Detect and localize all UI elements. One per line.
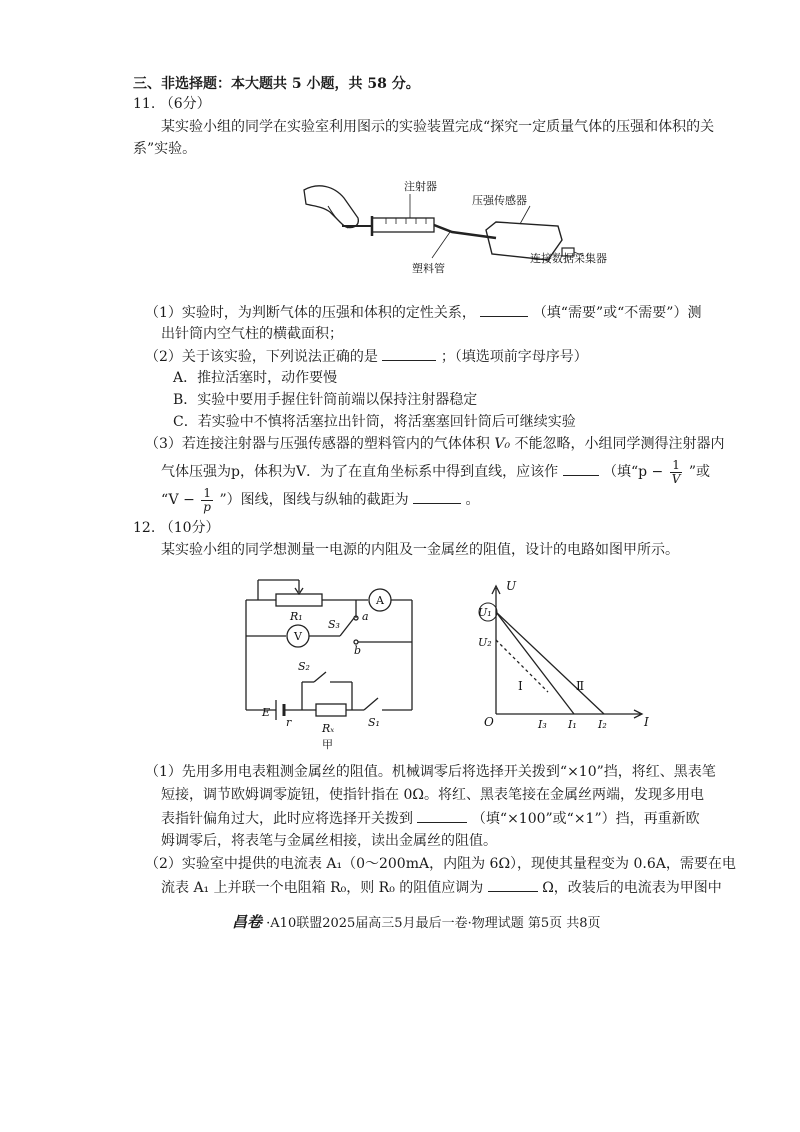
circuit-caption: 甲	[322, 738, 333, 750]
q11-number: 11.	[133, 96, 156, 112]
tube-label: 塑料管	[412, 262, 445, 275]
sensor-label: 压强传感器	[472, 194, 527, 207]
q12-part1-blank	[417, 808, 467, 823]
q11-part3-option-v: “V −	[161, 492, 195, 508]
q12-part1-line4: 姆调零后，将表笔与金属丝相接，读出金属丝的阻值。	[161, 833, 497, 849]
q11-option-a: A．推拉活塞时，动作要慢	[173, 370, 338, 386]
q11-part3-option-p: （填“p −	[602, 464, 664, 480]
q11-part3-v0: V₀	[494, 436, 511, 452]
q11-option-b: B．实验中要用手握住针筒前端以保持注射器稳定	[173, 392, 478, 408]
q11-part3	[145, 434, 725, 454]
label-s1: S₁	[368, 716, 380, 729]
label-a: a	[362, 610, 369, 623]
q11-part1-text: （1）实验时，为判断气体的压强和体积的定性关系，	[145, 305, 476, 321]
fraction-1-over-p	[201, 487, 213, 514]
graph-label-origin: O	[484, 715, 494, 729]
q12-part1-hint: （填“×100”或“×1”）挡，再重新欧	[471, 811, 700, 827]
q12-part2-line1: （2）实验室中提供的电流表 A₁（0～200mA，内阻为 6Ω），现使其量程变为 0.6A，需要在电	[145, 856, 736, 872]
q12-part2-blank	[488, 877, 538, 892]
footer-text: ·A10联盟2025届高三5月最后一卷·物理试题 第5页 共8页	[266, 916, 601, 931]
q11-option-c: C．若实验中不慎将活塞拉出针筒，将活塞塞回针筒后可继续实验	[173, 414, 576, 430]
graph-label-i1: I₁	[568, 718, 577, 730]
hand-finger-line	[328, 206, 348, 228]
fraction-numerator: 1	[203, 485, 211, 500]
q11-part3-end: 。	[465, 492, 480, 508]
q11-part3-ask: 气体压强为p，体积为V．为了在直角坐标系中得到直线，应该作	[161, 464, 559, 480]
q12-header	[133, 518, 220, 538]
syringe-label: 注射器	[404, 180, 437, 193]
q11-part2-blank	[382, 346, 436, 361]
section-heading: 三、非选择题：本大题共 5 小题，共 58 分。	[133, 76, 420, 92]
q11-part2-hint: ；（填选项前字母序号）	[440, 349, 588, 365]
q12-number: 12.	[133, 520, 156, 536]
q11-part1-blank	[480, 302, 528, 317]
resistor-r1	[276, 594, 322, 606]
label-b: b	[354, 644, 362, 657]
label-rx: Rₓ	[322, 722, 335, 735]
q11-intro-1: 某实验小组的同学在实验室利用图示的实验装置完成“探究一定质量气体的压强和体积的关	[161, 119, 715, 135]
q11-part3-line3	[161, 486, 480, 514]
q12-part2-ask: 流表 A₁ 上并联一个电阻箱 R₀，则 R₀ 的阻值应调为	[161, 880, 484, 896]
q11-intro-2: 系”实验。	[133, 141, 197, 157]
label-r: r	[286, 716, 292, 729]
q11-header	[133, 94, 211, 114]
q11-score: （6分）	[159, 96, 211, 112]
label-e: E	[262, 706, 271, 719]
syringe-barrel	[372, 218, 434, 232]
q12-part1-line3	[161, 808, 700, 829]
switch-s1-blade	[364, 698, 378, 710]
q12-part1-line2: 短接，调节欧姆调零旋钮，使指针指在 0Ω。将红、黑表笔接在金属丝两端，发现多用电	[161, 787, 704, 803]
fraction-numerator: 1	[672, 457, 680, 472]
q11-part2-text: （2）关于该实验，下列说法正确的是	[145, 349, 378, 365]
graph-line-1	[496, 612, 574, 714]
graph-label-u1: U₁	[478, 606, 492, 619]
q12-part2-line2	[161, 877, 722, 898]
graph-label-line-ii: Ⅱ	[576, 679, 585, 693]
q11-part1	[145, 302, 701, 323]
q11-part1-cont: 出针筒内空气柱的横截面积；	[161, 326, 343, 342]
syringe-apparatus-figure	[300, 176, 620, 284]
q12-intro: 某实验小组的同学想测量一电源的内阻及一金属丝的阻值，设计的电路如图甲所示。	[161, 542, 679, 558]
q11-part3-intercept: ”）图线，图线与纵轴的截距为	[219, 492, 409, 508]
label-s2: S₂	[298, 660, 310, 673]
graph-label-i3: I₃	[538, 718, 547, 730]
q12-part1-ask: 表指针偏角过大，此时应将选择开关拨到	[161, 811, 413, 827]
graph-label-line-i: Ⅰ	[518, 679, 523, 693]
label-voltmeter: V	[294, 630, 302, 643]
tube-leader	[432, 232, 450, 258]
q11-part1-hint: （填“需要”或“不需要”）测	[532, 305, 702, 321]
fraction-1-over-V	[670, 459, 683, 486]
q12-part1-line1: （1）先用多用电表粗测金属丝的阻值。机械调零后将选择开关拨到“×10”挡，将红、黑表笔	[145, 764, 716, 780]
switch-s3-blade	[340, 618, 354, 636]
label-ammeter: A	[376, 594, 384, 607]
graph-label-u2: U₂	[478, 636, 492, 649]
switch-s2-blade	[314, 672, 326, 682]
collector-label: 连接数据采集器	[530, 252, 607, 265]
q11-part3-text-b: 不能忽略，小组同学测得注射器内	[514, 436, 725, 452]
label-r1: R₁	[290, 610, 303, 623]
graph-label-i2: I₂	[598, 718, 607, 730]
q11-part3-line2	[161, 458, 710, 486]
page-footer	[232, 912, 601, 934]
q11-part3-or: ”或	[688, 464, 711, 480]
graph-line-2	[496, 612, 604, 714]
q12-part2-rest: Ω，改装后的电流表为甲图中	[542, 880, 722, 896]
syringe-scale-ticks	[386, 218, 426, 224]
graph-label-i: I	[644, 715, 649, 729]
q12-score: （10分）	[159, 520, 220, 536]
q11-part3-intercept-blank	[413, 489, 461, 504]
fraction-denominator: V	[671, 471, 681, 486]
graph-label-u: U	[506, 580, 517, 593]
circuit-diagram	[232, 570, 432, 750]
sensor-leader	[520, 206, 530, 224]
label-s3: S₃	[328, 618, 340, 631]
footer-logo: 昌卷	[232, 913, 263, 931]
q11-part3-text: （3）若连接注射器与压强传感器的塑料管内的气体体积	[145, 436, 490, 452]
hand-drawing	[304, 186, 358, 228]
q11-part2	[145, 346, 588, 367]
resistor-rx	[316, 704, 346, 716]
fraction-denominator: p	[203, 499, 211, 514]
q11-part3-blank	[563, 461, 599, 476]
u-i-graph	[472, 580, 652, 730]
